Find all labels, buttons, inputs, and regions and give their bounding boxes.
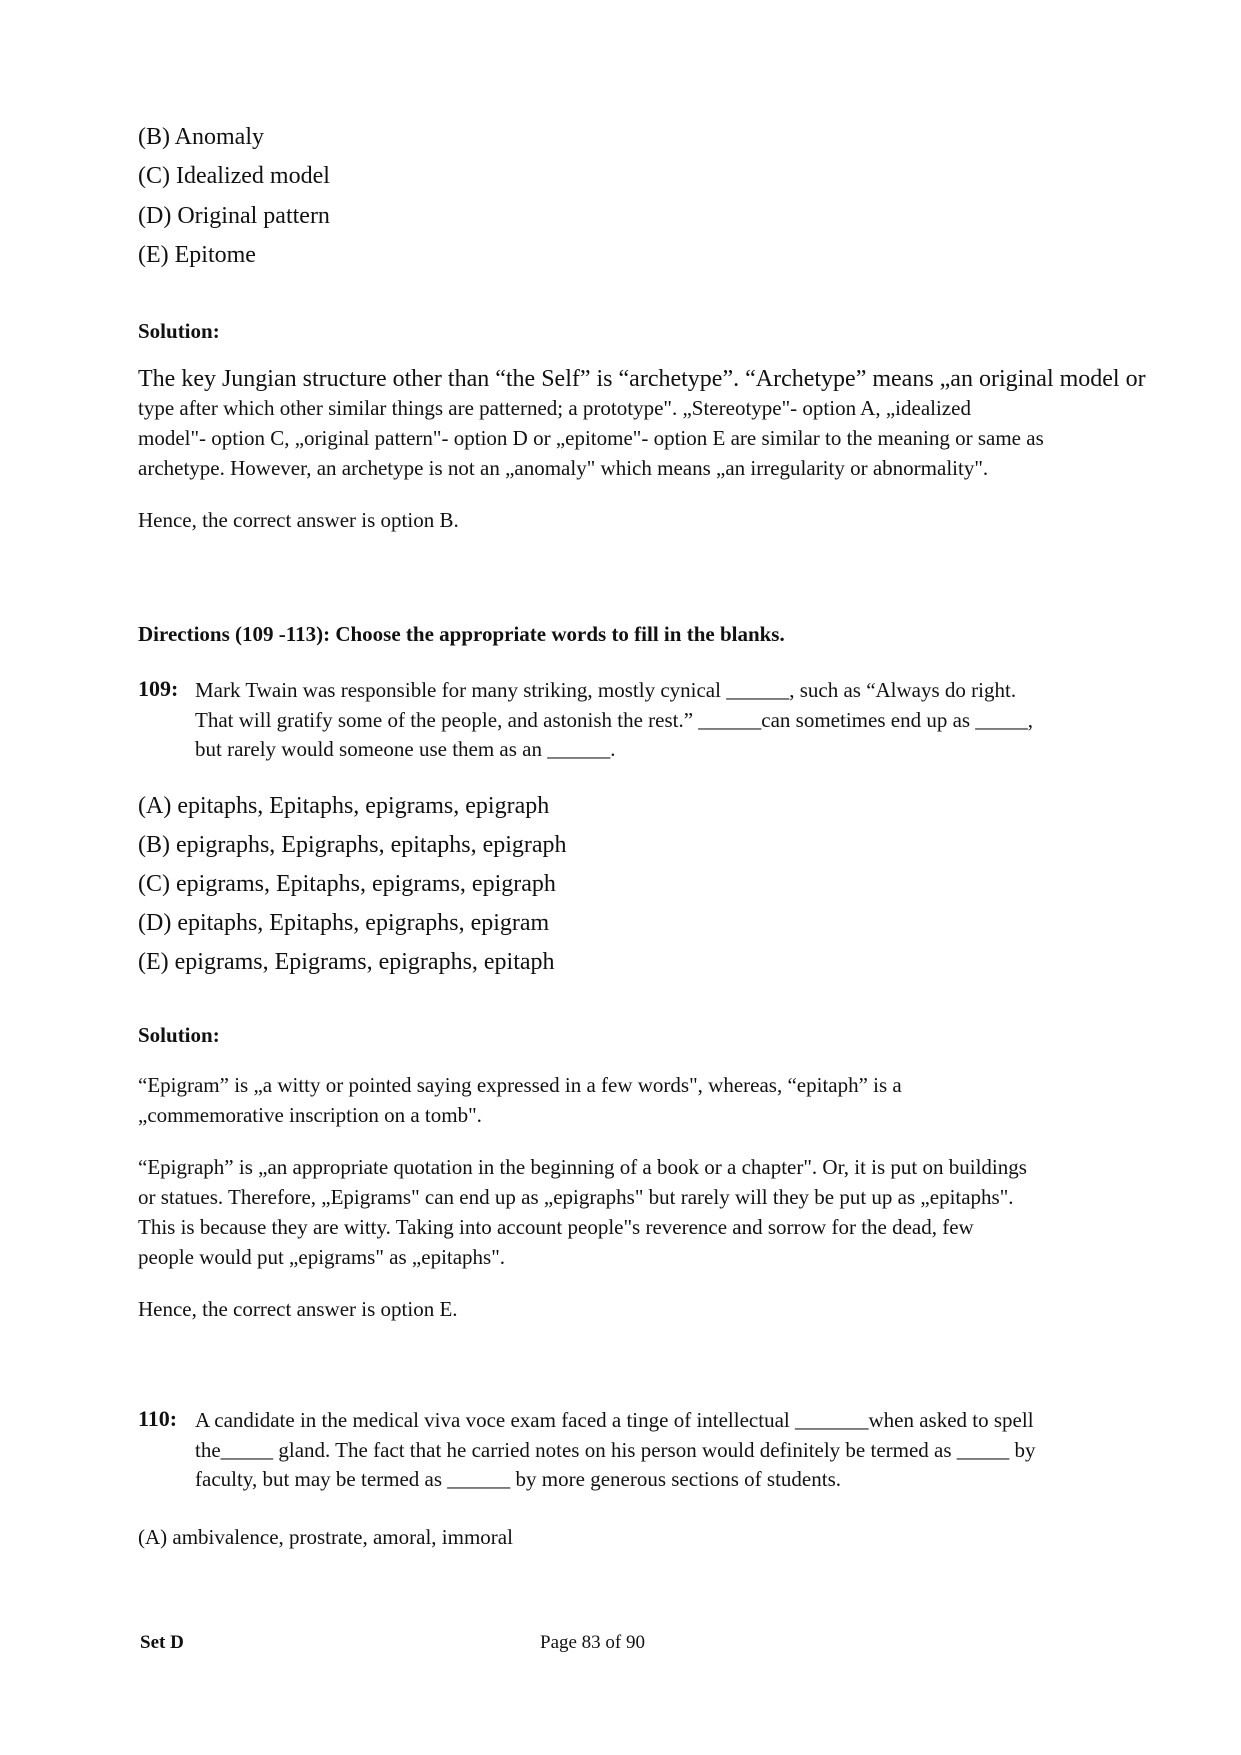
option-e: (E) Epitome [138, 242, 256, 268]
directions-heading: Directions (109 -113): Choose the appropriate words to fill in the blanks. [138, 622, 785, 646]
question-line: faculty, but may be termed as ______ by more generous sections of students. [195, 1467, 841, 1491]
question-line: the_____ gland. The fact that he carried notes on his person would definitely be termed as _____ by [195, 1438, 1036, 1462]
solution-line: The key Jungian structure other than “the Self” is “archetype”. “Archetype” means „an original model or [138, 366, 1146, 392]
option-e: (E) epigrams, Epigrams, epigraphs, epitaph [138, 949, 555, 975]
solution-line: „commemorative inscription on a tomb". [138, 1103, 482, 1127]
solution-line: “Epigraph” is „an appropriate quotation in the beginning of a book or a chapter". Or, it is put on buildings [138, 1155, 1027, 1179]
solution-answer: Hence, the correct answer is option E. [138, 1297, 458, 1321]
option-a: (A) ambivalence, prostrate, amoral, immoral [138, 1525, 513, 1549]
solution-line: type after which other similar things are patterned; a prototype". „Stereotype"- option A, „idealized [138, 396, 971, 420]
option-d: (D) epitaphs, Epitaphs, epigraphs, epigram [138, 910, 550, 936]
solution-line: model"- option C, „original pattern"- option D or „epitome"- option E are similar to the meaning or same as [138, 426, 1044, 450]
solution-line: people would put „epigrams" as „epitaphs". [138, 1245, 506, 1269]
solution-line: archetype. However, an archetype is not an „anomaly" which means „an irregularity or abnormality". [138, 456, 989, 480]
question-line: Mark Twain was responsible for many striking, mostly cynical ______, such as “Always do right. [195, 678, 1017, 702]
question-number: 110: [138, 1406, 178, 1431]
question-number: 109: [138, 676, 179, 701]
option-c: (C) epigrams, Epitaphs, epigrams, epigraph [138, 871, 556, 897]
question-line: A candidate in the medical viva voce exam faced a tinge of intellectual _______when asked to spell [195, 1408, 1034, 1432]
footer-page-number: Page 83 of 90 [540, 1632, 646, 1653]
question-line: That will gratify some of the people, and astonish the rest.” ______can sometimes end up as _____, [195, 708, 1034, 732]
solution-line: or statues. Therefore, „Epigrams" can end up as „epigraphs" but rarely will they be put up as „epitaphs". [138, 1185, 1014, 1209]
solution-heading: Solution: [138, 1023, 220, 1047]
option-a: (A) epitaphs, Epitaphs, epigrams, epigraph [138, 793, 550, 819]
footer-set: Set D [140, 1632, 184, 1653]
solution-answer: Hence, the correct answer is option B. [138, 508, 459, 532]
solution-line: “Epigram” is „a witty or pointed saying expressed in a few words", whereas, “epitaph” is a [138, 1073, 902, 1097]
solution-line: This is because they are witty. Taking into account people"s reverence and sorrow for the dead, few [138, 1215, 974, 1239]
option-d: (D) Original pattern [138, 203, 330, 229]
option-c: (C) Idealized model [138, 163, 330, 189]
option-b: (B) Anomaly [138, 124, 264, 150]
question-line: but rarely would someone use them as an ______. [195, 737, 616, 761]
solution-heading: Solution: [138, 319, 220, 343]
option-b: (B) epigraphs, Epigraphs, epitaphs, epigraph [138, 832, 567, 858]
